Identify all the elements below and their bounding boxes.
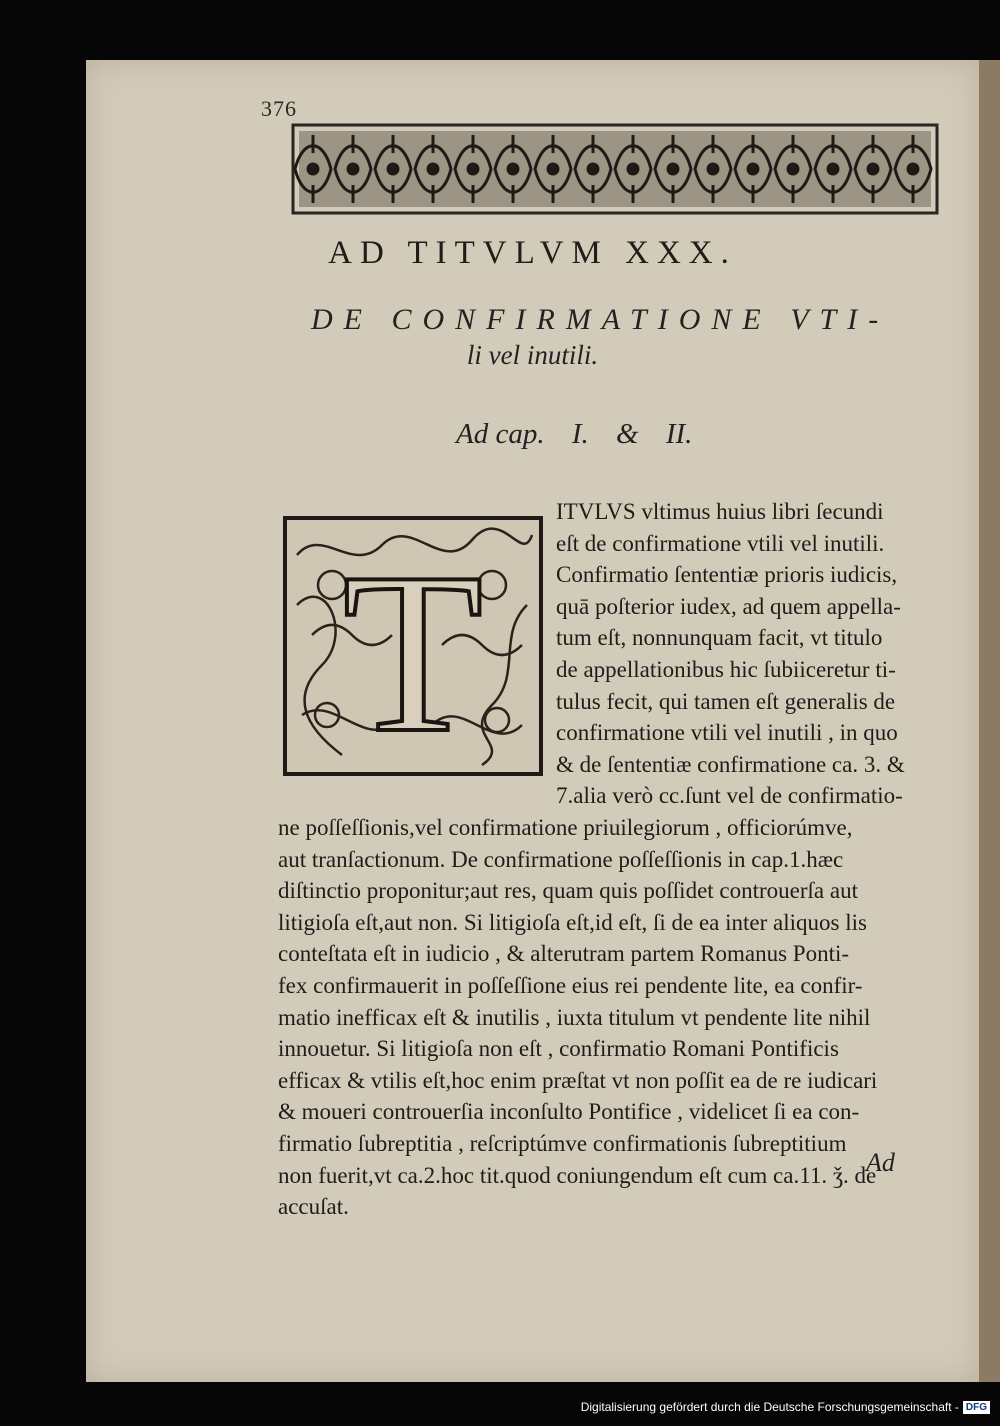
body-line: quā poſterior iudex, ad quem appella- <box>556 593 901 619</box>
decorated-initial-letter <box>282 515 544 777</box>
footer-text: Digitalisierung gefördert durch die Deutsche Forschungsgemeinschaft - <box>580 1400 959 1414</box>
book-page <box>86 60 979 1382</box>
body-line: 7.alia verò cc.ſunt vel de confirmatio- <box>556 783 903 809</box>
body-line: de appellationibus hic ſubiiceretur ti- <box>556 657 896 682</box>
section-title: AD TITVLVM XXX. <box>328 235 737 271</box>
body-line: litigioſa eſt,aut non. Si litigioſa eſt,id eſt, ſi de ea inter aliquos lis <box>278 909 867 935</box>
subtitle-line-2: li vel inutili. <box>466 340 599 370</box>
body-line: tum eſt, nonnunquam facit, vt titulo <box>556 625 883 651</box>
initial-letter-glyph: T <box>342 525 484 777</box>
body-line: non fuerit,vt ca.2.hoc tit.quod coniungendum eſt cum ca.11. ǯ. de <box>278 1162 877 1188</box>
body-line: matio inefficax eſt & inutilis , iuxta titulum vt pendente lite nihil <box>278 1004 871 1030</box>
body-line: accuſat. <box>278 1194 349 1220</box>
chapter-heading-part: II. <box>665 418 693 450</box>
body-line: ne poſſeſſionis,vel confirmatione priuilegiorum , officiorúmve, <box>278 815 853 840</box>
body-line: & de ſententiæ confirmatione ca. 3. & <box>556 751 905 777</box>
body-line: aut tranſactionum. De confirmatione poſſeſſionis in cap.1.hæc <box>278 846 844 872</box>
chapter-heading <box>456 418 712 451</box>
body-line: Confirmatio ſententiæ prioris iudicis, <box>556 562 898 588</box>
chapter-heading-part: Ad cap. <box>456 418 545 450</box>
chapter-heading-part: & <box>616 418 639 450</box>
page-number: 376 <box>261 96 297 121</box>
body-line: innouetur. Si litigioſa non eſt , confirmatio Romani Pontificis <box>278 1036 839 1062</box>
body-line: ITVLVS vltimus huius libri ſecundi <box>556 499 884 524</box>
catchword: Ad <box>866 1148 895 1177</box>
body-line: conteſtata eſt in iudicio , & alterutram partem Romanus Ponti- <box>278 941 850 967</box>
adjacent-page-edge <box>979 60 1000 1382</box>
dfg-logo: DFG <box>963 1401 990 1414</box>
body-line: confirmatione vtili vel inutili , in quo <box>556 720 898 746</box>
digitization-footer <box>581 1400 990 1414</box>
body-line: fex confirmauerit in poſſeſſione eius rei pendente lite, ea confir- <box>278 973 863 998</box>
body-line: firmatio ſubreptitia , reſcriptúmve confirmationis ſubreptitium <box>278 1131 847 1156</box>
chapter-heading-part: I. <box>571 418 589 450</box>
subtitle-line-1: DE CONFIRMATIONE VTI- <box>311 303 890 336</box>
ornamental-headpiece <box>291 123 939 215</box>
body-line: eſt de confirmatione vtili vel inutili. <box>556 530 885 556</box>
body-line: efficax & vtilis eſt,hoc enim præſtat vt non poſſit ea de re iudicari <box>278 1067 878 1093</box>
body-line: diſtinctio proponitur;aut res, quam quis poſſidet controuerſa aut <box>278 878 858 904</box>
body-line: tulus fecit, qui tamen eſt generalis de <box>556 688 896 714</box>
body-line: & moueri controuerſia inconſulto Pontifice , videlicet ſi ea con- <box>278 1099 860 1125</box>
